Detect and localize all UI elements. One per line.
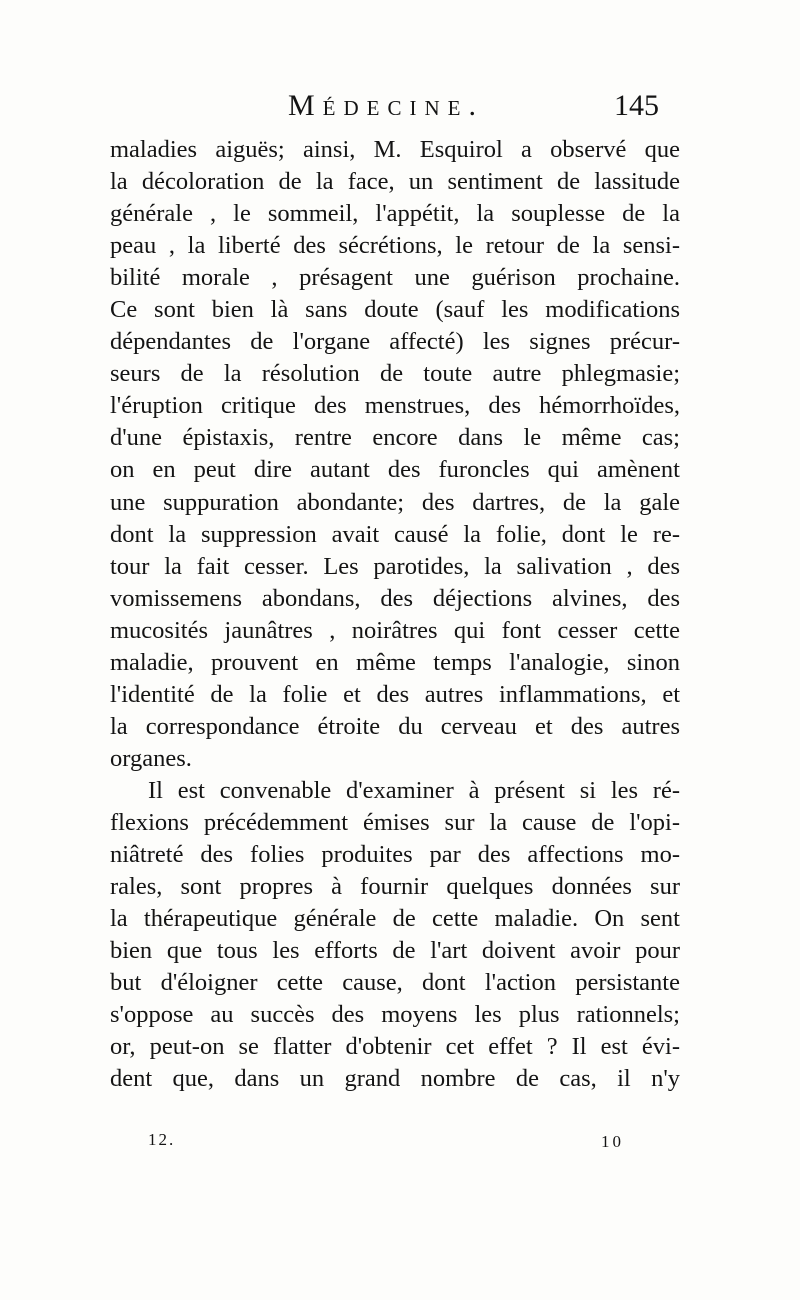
- text-line: la décoloration de la face, un sentiment de lassitude: [110, 168, 680, 196]
- text-line: vomissemens abondans, des déjections alvines, des: [110, 584, 680, 612]
- text-line: l'identité de la folie et des autres inflammations, et: [110, 680, 680, 708]
- text-line: flexions précédemment émises sur la cause de l'opi-: [110, 808, 680, 836]
- running-head: [0, 86, 800, 126]
- text-line: bilité morale , présagent une guérison prochaine.: [110, 264, 680, 292]
- text-line: d'une épistaxis, rentre encore dans le même cas;: [110, 424, 680, 452]
- text-line: but d'éloigner cette cause, dont l'action persistante: [110, 969, 680, 997]
- text-line: la correspondance étroite du cerveau et des autres: [110, 712, 680, 740]
- text-line: organes.: [110, 744, 192, 772]
- text-line: mucosités jaunâtres , noirâtres qui font cesser cette: [110, 616, 680, 644]
- text-line: la thérapeutique générale de cette maladie. On sent: [110, 905, 680, 933]
- signature-mark: 12.: [148, 1130, 176, 1149]
- text-line: on en peut dire autant des furoncles qui amènent: [110, 456, 680, 484]
- text-line: niâtreté des folies produites par des affections mo-: [110, 841, 680, 869]
- text-line: rales, sont propres à fournir quelques données sur: [110, 873, 680, 901]
- text-line: générale , le sommeil, l'appétit, la souplesse de la: [110, 200, 680, 228]
- text-line: or, peut-on se flatter d'obtenir cet effet ? Il est évi-: [110, 1033, 680, 1061]
- text-line: dent que, dans un grand nombre de cas, il n'y: [110, 1065, 680, 1093]
- page-number: 145: [614, 89, 659, 122]
- text-line: Ce sont bien là sans doute (sauf les modifications: [110, 296, 680, 324]
- text-line: maladie, prouvent en même temps l'analogie, sinon: [110, 648, 680, 676]
- text-line: bien que tous les efforts de l'art doivent avoir pour: [110, 937, 680, 965]
- text-line: dépendantes de l'organe affecté) les signes précur-: [110, 328, 680, 356]
- text-line: l'éruption critique des menstrues, des hémorrhoïdes,: [110, 392, 680, 420]
- text-line: une suppuration abondante; des dartres, de la gale: [110, 488, 680, 516]
- text-line: tour la fait cesser. Les parotides, la salivation , des: [110, 552, 680, 580]
- text-line: s'oppose au succès des moyens les plus rationnels;: [110, 1001, 680, 1029]
- sheet-number: 10: [601, 1132, 624, 1151]
- body-text: [110, 134, 680, 1095]
- text-line: maladies aiguës; ainsi, M. Esquirol a observé que: [110, 136, 680, 163]
- running-title: Médecine.: [288, 89, 484, 122]
- text-line: peau , la liberté des sécrétions, le retour de la sensi-: [110, 232, 680, 260]
- paragraph-start-line: Il est convenable d'examiner à présent si les ré-: [148, 776, 680, 804]
- text-line: dont la suppression avait causé la folie, dont le re-: [110, 520, 680, 548]
- text-line: seurs de la résolution de toute autre phlegmasie;: [110, 360, 680, 388]
